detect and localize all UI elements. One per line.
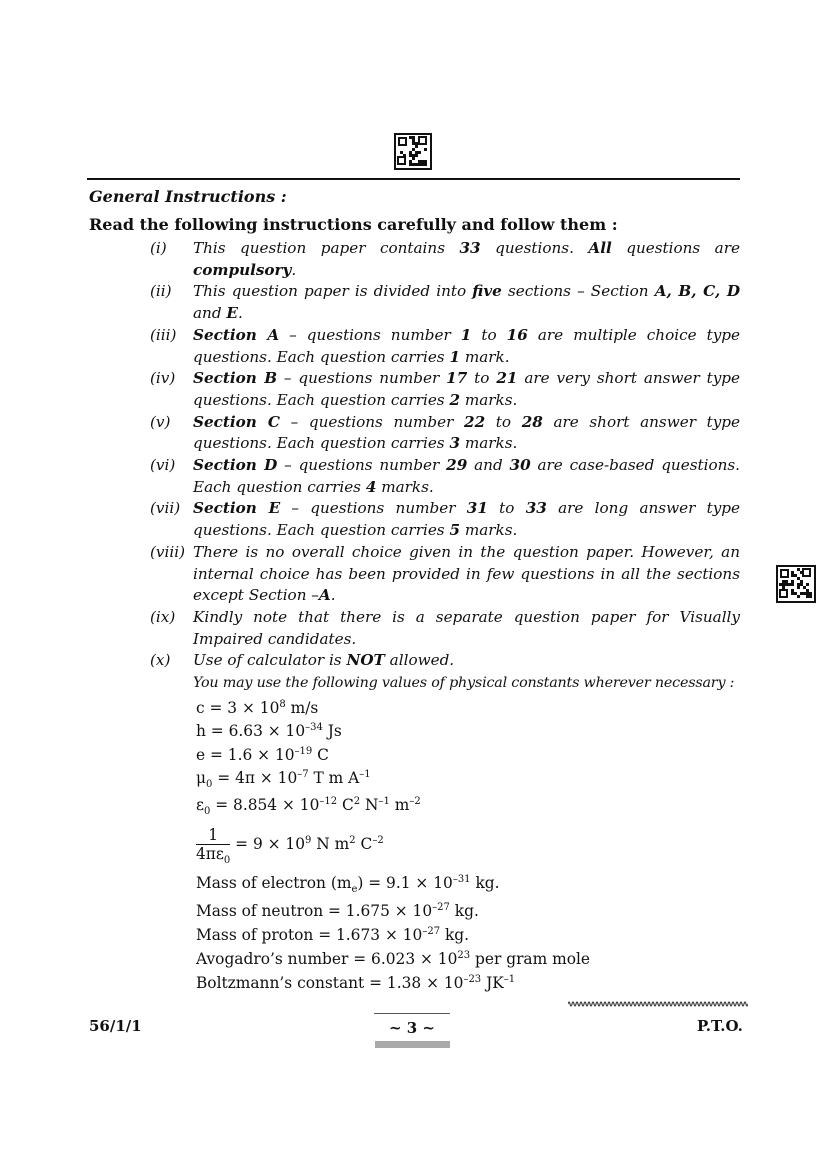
- instruction-number: (x): [150, 651, 171, 670]
- constant-line: $\varepsilon_0 = 8.854 \times 10^{-12}$ $C^2$ $N^{-1}$ $m^{-2}$: [196, 796, 421, 817]
- instruction-list: [150, 238, 740, 672]
- instruction-text: Use of calculator is NOT allowed.: [193, 651, 455, 670]
- instruction-number: (iv): [150, 369, 176, 388]
- instruction-text: Section C – questions number 22 to 28 are short answer type questions. Each question carries 3 marks.: [193, 412, 740, 453]
- instruction-text: This question paper is divided into five sections – Section A, B, C, D and E.: [193, 282, 741, 323]
- wavy-divider: [568, 998, 748, 1010]
- page-number-bar: [375, 1041, 450, 1048]
- instructions-intro: Read the following instructions carefully and follow them :: [89, 215, 618, 234]
- fraction-denominator: $4\pi\varepsilon_0$: [196, 845, 231, 866]
- instruction-item: [150, 412, 740, 455]
- instruction-text: Kindly note that there is a separate question paper for Visually Impaired candidates.: [193, 607, 740, 648]
- constant-line: $h = 6.63 \times 10^{-34}$ Js: [196, 722, 342, 740]
- instruction-text: Section B – questions number 17 to 21 are very short answer type questions. Each question carries 2 marks.: [193, 369, 741, 409]
- coulomb-constant: [196, 826, 384, 866]
- instruction-number: (vii): [150, 499, 181, 518]
- page-number-rule: [374, 1013, 450, 1014]
- constant-line: $\mu_0 = 4\pi \times 10^{-7}$ T m $A^{-1}$: [196, 769, 371, 790]
- instruction-item: [150, 238, 740, 281]
- constant-line: $c = 3 \times 10^8$ m/s: [196, 699, 319, 717]
- instruction-number: (vi): [150, 456, 176, 475]
- instruction-item: [150, 368, 740, 411]
- constant-line: Mass of proton = $1.673 \times 10^{-27}$ kg.: [196, 926, 470, 944]
- instruction-item: [150, 281, 740, 324]
- instruction-item: [150, 650, 740, 672]
- instruction-item: [150, 325, 740, 368]
- instruction-text: Section D – questions number 29 and 30 are case-based questions. Each question carries 4 marks.: [193, 456, 741, 496]
- please-turn-over: P.T.O.: [697, 1017, 743, 1035]
- instruction-item: [150, 498, 740, 541]
- fraction-numerator: 1: [196, 826, 230, 845]
- qr-code-icon: [394, 133, 432, 170]
- constant-line: Avogadro’s number = $6.023 \times 10^{23}$ per gram mole: [196, 950, 590, 968]
- instruction-number: (ix): [150, 607, 176, 626]
- instruction-text: This question paper contains 33 questions. All questions are compulsory.: [193, 239, 740, 279]
- constant-line: Mass of electron $(m_e) = 9.1 \times 10^{-31}$ kg.: [196, 874, 500, 895]
- instruction-item: [150, 607, 740, 650]
- paper-code: 56/1/1: [89, 1017, 142, 1035]
- instruction-number: (iii): [150, 325, 177, 344]
- constants-note: You may use the following values of physical constants wherever necessary :: [193, 675, 735, 691]
- instruction-item: [150, 455, 740, 498]
- instruction-item: [150, 542, 740, 607]
- instruction-text: Section A – questions number 1 to 16 are multiple choice type questions. Each question carries 1 mark.: [193, 325, 741, 366]
- qr-code-side-icon: [776, 565, 816, 603]
- page-number: ~ 3 ~: [388, 1019, 436, 1037]
- coulomb-constant-value: = $9 \times 10^9$ N $m^2$ $C^{-2}$: [235, 834, 384, 853]
- general-instructions-title: General Instructions :: [89, 187, 287, 206]
- constant-line: $e = 1.6 \times 10^{-19}$ C: [196, 746, 329, 764]
- instruction-text: Section E – questions number 31 to 33 are long answer type questions. Each question carries 5 marks.: [193, 499, 741, 540]
- instruction-number: (i): [150, 239, 167, 257]
- instruction-number: (ii): [150, 282, 172, 301]
- instruction-text: There is no overall choice given in the question paper. However, an internal choice has been provided in few questions in all the sections except Section –A.: [193, 542, 740, 605]
- constant-line: Boltzmann’s constant = $1.38 \times 10^{-23}$ $JK^{-1}$: [196, 974, 516, 992]
- header-rule: [87, 178, 740, 180]
- instruction-number: (v): [150, 412, 171, 431]
- constant-line: Mass of neutron = $1.675 \times 10^{-27}$ kg.: [196, 902, 479, 920]
- instruction-number: (viii): [150, 542, 186, 561]
